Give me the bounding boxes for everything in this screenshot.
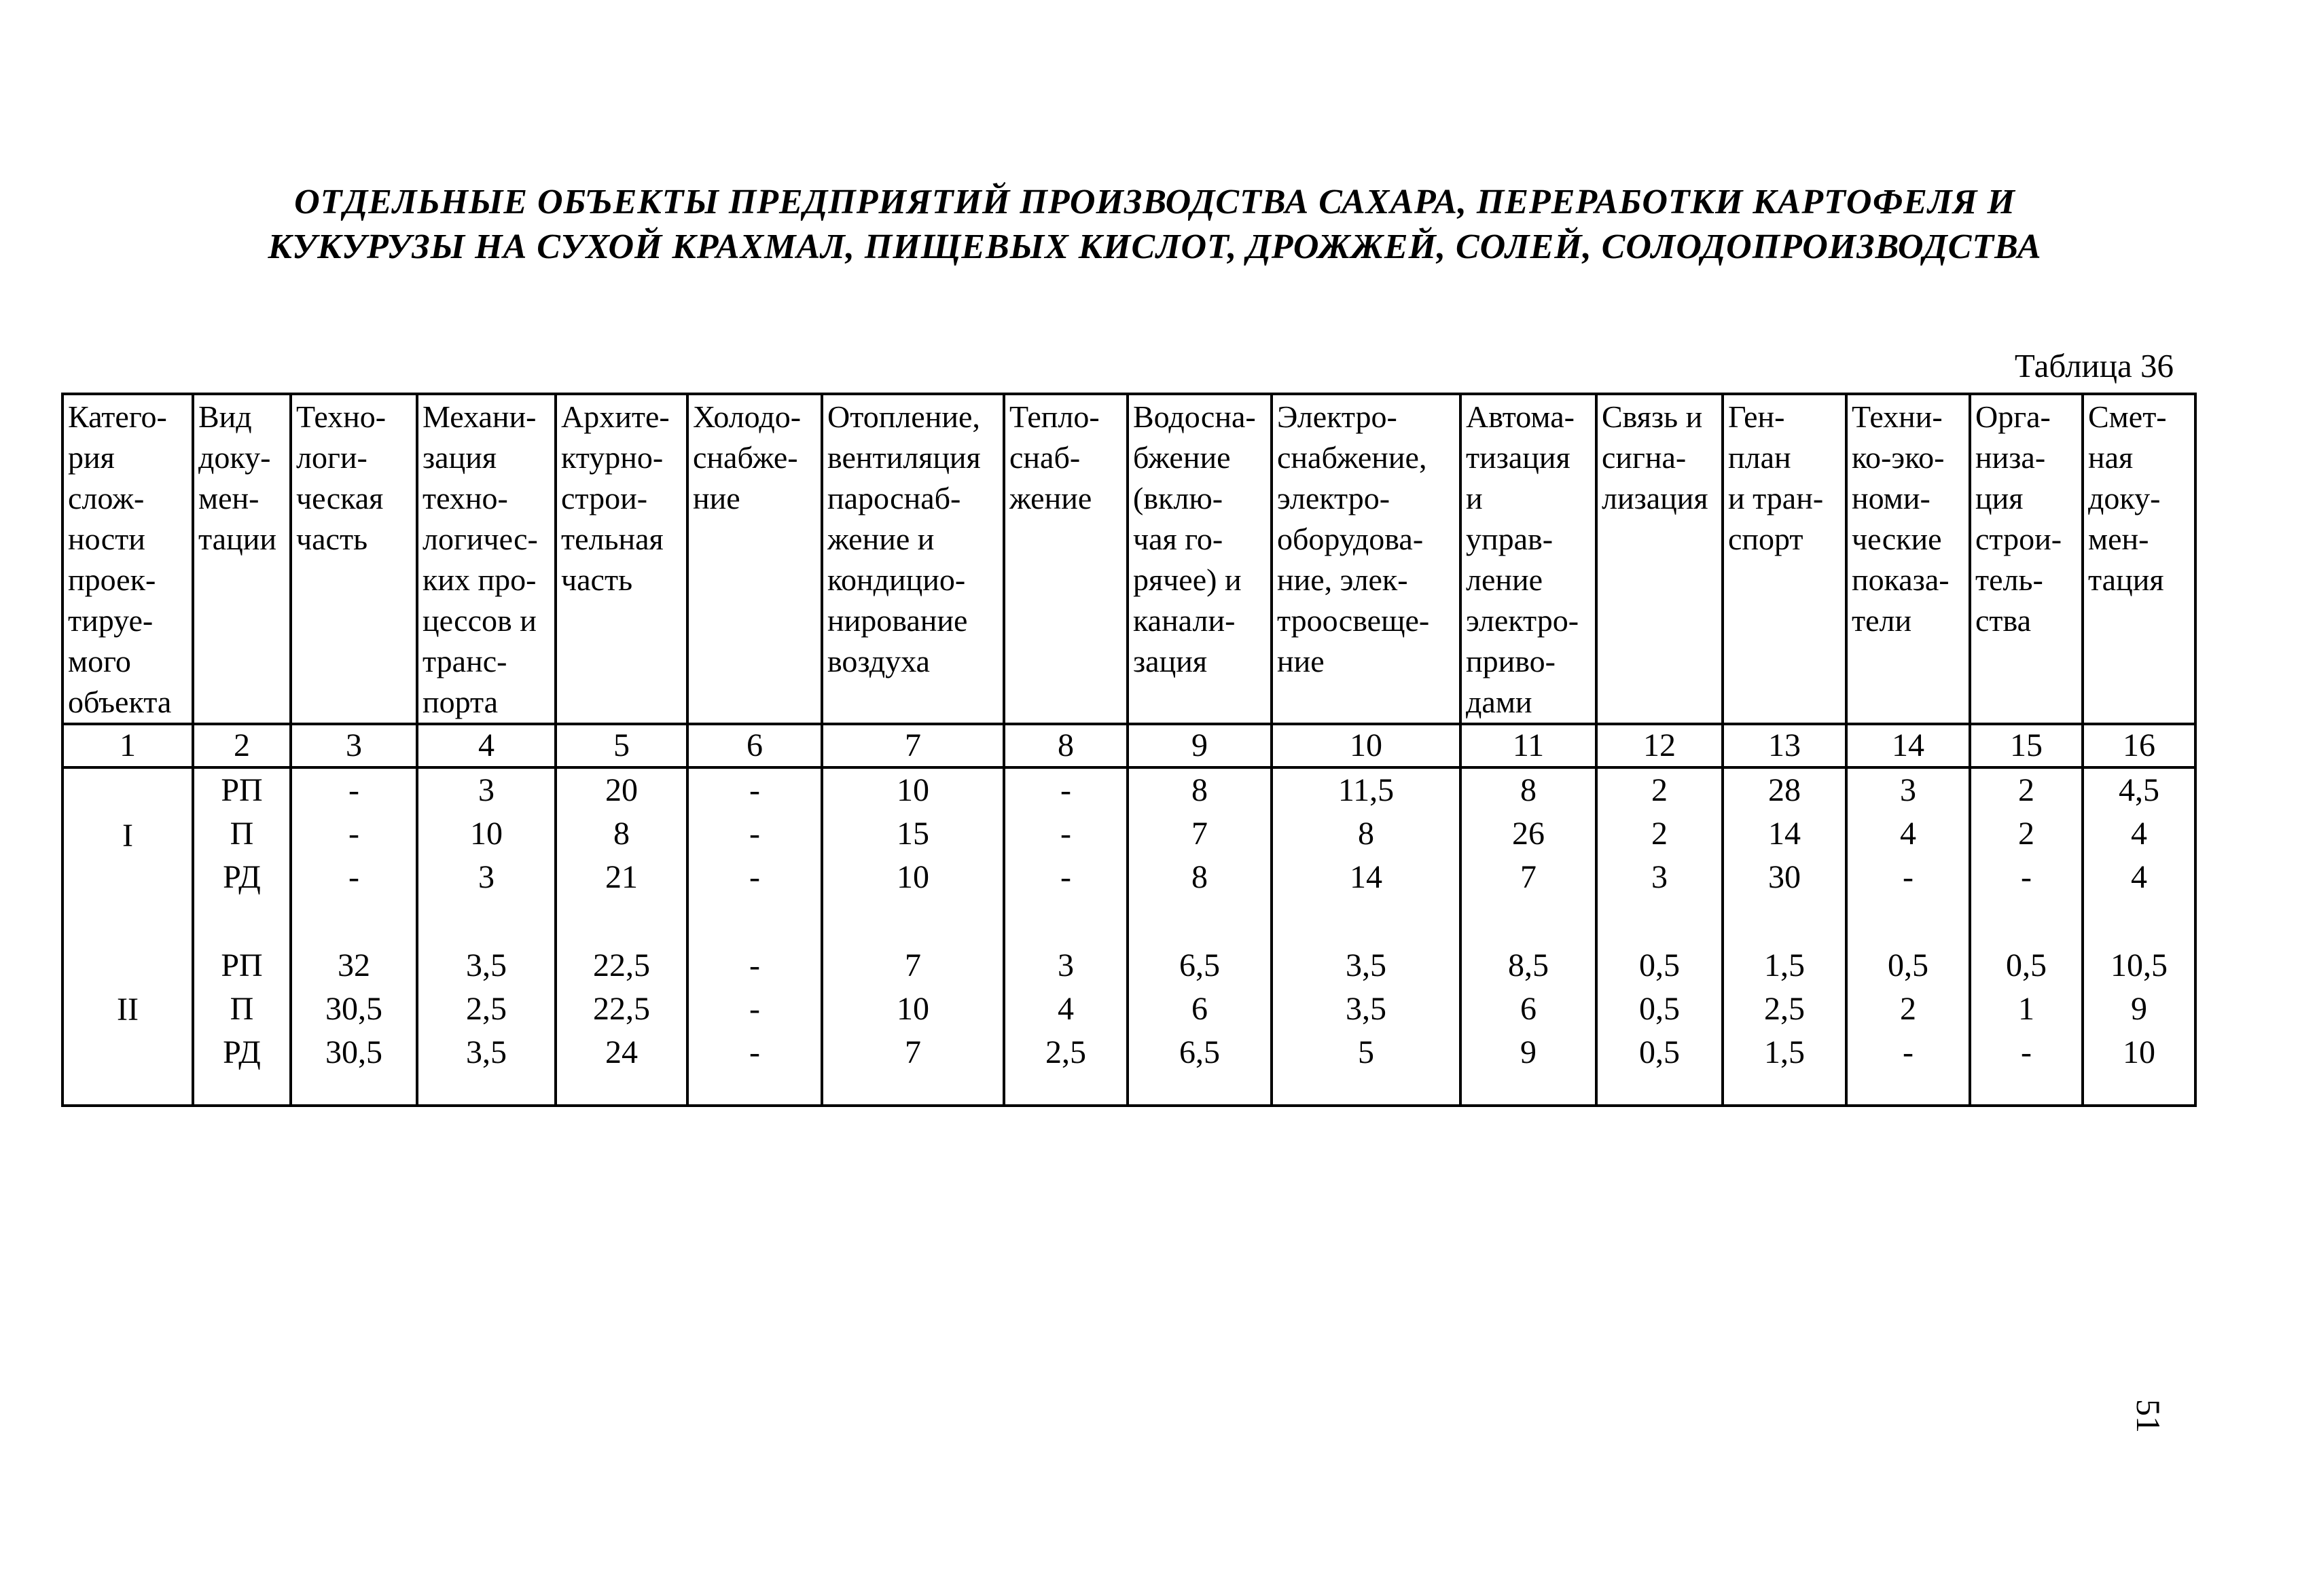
value-cell — [1272, 767, 1460, 944]
header-economic-indicators: Техни- ко-эко- номи- ческие показа- тели — [1846, 394, 1970, 724]
value: 6 — [1520, 991, 1537, 1027]
value-cell — [1460, 944, 1596, 1106]
value-cell — [1970, 944, 2083, 1106]
value: 2,5 — [1764, 991, 1805, 1027]
value: 3,5 — [466, 1034, 507, 1070]
category-cell — [62, 767, 193, 944]
header-cooling: Холодо- снабже- ние — [687, 394, 822, 724]
value-cell — [556, 944, 687, 1106]
table-label: Таблица 36 — [2014, 347, 2174, 384]
value: 4 — [2131, 816, 2147, 852]
value: 11,5 — [1337, 772, 1395, 808]
value: 6 — [1191, 991, 1208, 1027]
column-number: 5 — [556, 724, 687, 767]
value-cell — [1970, 767, 2083, 944]
value: 2 — [1651, 772, 1668, 808]
value: - — [348, 816, 359, 852]
value-cell — [417, 767, 556, 944]
value: 1,5 — [1764, 1034, 1805, 1070]
doc-type: РП — [221, 772, 263, 808]
value: 10 — [897, 991, 929, 1027]
value: 14 — [1768, 816, 1801, 852]
value: 3 — [1651, 859, 1668, 895]
value-cell — [1723, 944, 1846, 1106]
category-label: II — [117, 991, 139, 1028]
value: 30,5 — [325, 1034, 382, 1070]
value: 10 — [897, 859, 929, 895]
value-cell — [2083, 767, 2195, 944]
value: 8 — [613, 816, 630, 852]
header-doc-type: Вид доку- мен- тации — [193, 394, 291, 724]
header-communication: Связь и сигна- лизация — [1596, 394, 1723, 724]
header-mechanization: Механи- зация техно- логичес- ких про- цессов и транс- порта — [417, 394, 556, 724]
value: - — [348, 859, 359, 895]
header-automation: Автома- тизация и управ- ление электро- приво- дами — [1460, 394, 1596, 724]
value-cell — [1272, 944, 1460, 1106]
value-cell — [1004, 944, 1128, 1106]
value: - — [749, 947, 760, 983]
column-number: 10 — [1272, 724, 1460, 767]
column-number: 3 — [291, 724, 417, 767]
category-i-group — [62, 767, 2195, 944]
value-cell — [1596, 944, 1723, 1106]
column-number: 12 — [1596, 724, 1723, 767]
value: 4 — [2131, 859, 2147, 895]
value: 0,5 — [1639, 1034, 1680, 1070]
value: 3,5 — [1346, 947, 1386, 983]
value: 10 — [470, 816, 503, 852]
value: 32 — [338, 947, 370, 983]
value: 3 — [1058, 947, 1074, 983]
doc-type: РД — [223, 859, 261, 895]
value: 2 — [2018, 816, 2034, 852]
category-cell — [62, 944, 193, 1106]
value: 14 — [1350, 859, 1382, 895]
doc-type: РП — [221, 947, 263, 983]
value: 3 — [478, 772, 495, 808]
value: 4,5 — [2119, 772, 2159, 808]
value: 1 — [2018, 991, 2034, 1027]
value: 28 — [1768, 772, 1801, 808]
value-cell — [822, 767, 1004, 944]
value: - — [749, 816, 760, 852]
value: 3 — [1900, 772, 1916, 808]
value: - — [1903, 859, 1914, 895]
value: 8,5 — [1508, 947, 1549, 983]
value: 8 — [1520, 772, 1537, 808]
cost-distribution-table — [61, 393, 2197, 1107]
value: 30 — [1768, 859, 1801, 895]
header-general-plan: Ген- план и тран- спорт — [1723, 394, 1846, 724]
header-construction-org: Орга- низа- ция строи- тель- ства — [1970, 394, 2083, 724]
header-heating-ventilation: Отопление, вентиляция пароснаб- жение и кондицио- нирование воздуха — [822, 394, 1004, 724]
category-ii-group — [62, 944, 2195, 1106]
value-cell — [687, 944, 822, 1106]
value: 7 — [905, 1034, 921, 1070]
doc-type-cell — [193, 944, 291, 1106]
column-number: 4 — [417, 724, 556, 767]
value: 4 — [1058, 991, 1074, 1027]
doc-type: П — [230, 816, 254, 852]
value: 3 — [478, 859, 495, 895]
column-number: 11 — [1460, 724, 1596, 767]
value-cell — [1128, 767, 1272, 944]
value: - — [749, 859, 760, 895]
value-cell — [417, 944, 556, 1106]
header-estimate: Смет- ная доку- мен- тация — [2083, 394, 2195, 724]
value: 30,5 — [325, 991, 382, 1027]
value: 0,5 — [2006, 947, 2047, 983]
page-number: 51 — [2130, 1399, 2168, 1433]
value: 6,5 — [1179, 947, 1220, 983]
value: - — [2021, 859, 2032, 895]
value: 8 — [1358, 816, 1374, 852]
value: 9 — [2131, 991, 2147, 1027]
value: 22,5 — [593, 947, 650, 983]
value-cell — [687, 767, 822, 944]
doc-type: РД — [223, 1034, 261, 1070]
value: 4 — [1900, 816, 1916, 852]
value: 2,5 — [1045, 1034, 1086, 1070]
column-number: 7 — [822, 724, 1004, 767]
value: 0,5 — [1639, 991, 1680, 1027]
doc-type-cell — [193, 767, 291, 944]
value-cell — [2083, 944, 2195, 1106]
value: 8 — [1191, 859, 1208, 895]
value: 2 — [2018, 772, 2034, 808]
value: 10 — [897, 772, 929, 808]
column-number: 2 — [193, 724, 291, 767]
value: - — [1060, 772, 1071, 808]
header-category: Катего- рия слож- ности проек- тируе- мого объекта — [62, 394, 193, 724]
value: - — [2021, 1034, 2032, 1070]
value: 0,5 — [1639, 947, 1680, 983]
value: 2 — [1651, 816, 1668, 852]
value: 10,5 — [2111, 947, 2168, 983]
title-line-1: ОТДЕЛЬНЫЕ ОБЪЕКТЫ ПРЕДПРИЯТИЙ ПРОИЗВОДСТВА САХАРА, ПЕРЕРАБОТКИ КАРТОФЕЛЯ И — [294, 183, 2015, 221]
value-cell — [291, 767, 417, 944]
value: 3,5 — [1346, 991, 1386, 1027]
header-electrical: Электро- снабжение, электро- оборудова- ние, элек- троосвеще- ние — [1272, 394, 1460, 724]
value: 2,5 — [466, 991, 507, 1027]
value: 26 — [1512, 816, 1545, 852]
value: - — [749, 991, 760, 1027]
value: 15 — [897, 816, 929, 852]
title-line-2: КУКУРУЗЫ НА СУХОЙ КРАХМАЛ, ПИЩЕВЫХ КИСЛОТ, ДРОЖЖЕЙ, СОЛЕЙ, СОЛОДОПРОИЗВОДСТВА — [268, 228, 2042, 266]
value-cell — [1460, 767, 1596, 944]
value: 0,5 — [1888, 947, 1928, 983]
header-water-supply: Водосна- бжение (вклю- чая го- рячее) и канали- зация — [1128, 394, 1272, 724]
value: 20 — [605, 772, 638, 808]
value: - — [749, 1034, 760, 1070]
header-architecture: Архите- ктурно- строи- тельная часть — [556, 394, 687, 724]
value: - — [1060, 816, 1071, 852]
column-number: 9 — [1128, 724, 1272, 767]
column-number: 13 — [1723, 724, 1846, 767]
value: 10 — [2123, 1034, 2155, 1070]
value: 7 — [1520, 859, 1537, 895]
value: 21 — [605, 859, 638, 895]
value-cell — [1723, 767, 1846, 944]
value: - — [1060, 859, 1071, 895]
value: 22,5 — [593, 991, 650, 1027]
column-number-row — [62, 724, 2195, 767]
value: 24 — [605, 1034, 638, 1070]
value: 1,5 — [1764, 947, 1805, 983]
column-number: 1 — [62, 724, 193, 767]
value-cell — [556, 767, 687, 944]
header-row — [62, 394, 2195, 724]
header-technology: Техно- логи- ческая часть — [291, 394, 417, 724]
value-cell — [1846, 767, 1970, 944]
value-cell — [1596, 767, 1723, 944]
value: 6,5 — [1179, 1034, 1220, 1070]
value: 8 — [1191, 772, 1208, 808]
category-label: I — [122, 817, 133, 854]
column-number: 16 — [2083, 724, 2195, 767]
column-number: 8 — [1004, 724, 1128, 767]
value: - — [348, 772, 359, 808]
column-number: 6 — [687, 724, 822, 767]
value: - — [749, 772, 760, 808]
value-cell — [1846, 944, 1970, 1106]
header-heat-supply: Тепло- снаб- жение — [1004, 394, 1128, 724]
value: 9 — [1520, 1034, 1537, 1070]
column-number: 14 — [1846, 724, 1970, 767]
value-cell — [1128, 944, 1272, 1106]
value-cell — [822, 944, 1004, 1106]
doc-type: П — [230, 991, 254, 1027]
value: 5 — [1358, 1034, 1374, 1070]
value-cell — [291, 944, 417, 1106]
value-cell — [1004, 767, 1128, 944]
column-number: 15 — [1970, 724, 2083, 767]
value: - — [1903, 1034, 1914, 1070]
value: 7 — [1191, 816, 1208, 852]
value: 2 — [1900, 991, 1916, 1027]
value: 3,5 — [466, 947, 507, 983]
value: 7 — [905, 947, 921, 983]
